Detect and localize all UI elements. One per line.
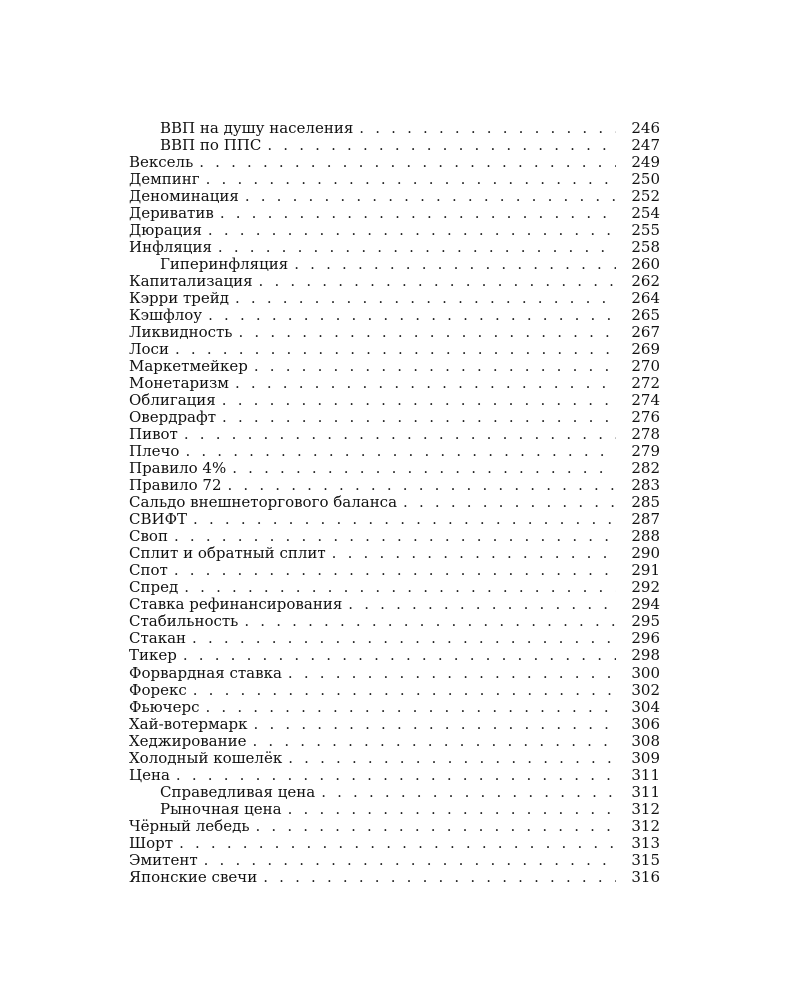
dot-leader <box>232 460 616 477</box>
toc-entry-title: Ставка рефинансирования <box>129 596 348 613</box>
toc-entry-title: Спред <box>129 579 184 596</box>
dot-leader <box>245 188 616 205</box>
dot-leader <box>267 137 616 154</box>
dot-leader <box>205 699 616 716</box>
toc-entry[interactable] <box>129 477 660 494</box>
toc-entry[interactable] <box>129 852 660 869</box>
dot-leader <box>184 579 616 596</box>
dot-leader <box>254 358 616 375</box>
toc-page-number: 264 <box>631 290 660 308</box>
dot-leader <box>256 818 617 835</box>
dot-leader <box>199 154 616 171</box>
toc-entry-title: Хай-вотермарк <box>129 716 254 733</box>
toc-page-number: 306 <box>631 715 660 733</box>
toc-page-number: 258 <box>631 239 660 257</box>
toc-page-number: 282 <box>631 460 660 478</box>
toc-entry[interactable] <box>129 392 660 409</box>
toc-entry[interactable] <box>129 750 660 767</box>
dot-leader <box>288 801 616 818</box>
toc-entry[interactable] <box>129 205 660 222</box>
toc-entry[interactable] <box>129 596 660 613</box>
toc-entry-title: Форвардная ставка <box>129 665 288 682</box>
toc-entry-title: Японские свечи <box>129 869 263 886</box>
toc-page-number: 292 <box>631 579 660 597</box>
toc-entry[interactable] <box>129 222 660 239</box>
toc-entry-title: Маркетмейкер <box>129 358 254 375</box>
dot-leader <box>321 784 616 801</box>
toc-page-number: 267 <box>631 324 660 342</box>
toc-page-number: 250 <box>631 171 660 189</box>
toc-page-number: 262 <box>631 273 660 291</box>
dot-leader <box>193 682 616 699</box>
toc-entry[interactable] <box>129 375 660 392</box>
toc-page-number: 272 <box>631 375 660 393</box>
dot-leader <box>227 477 616 494</box>
toc-entry-title: Своп <box>129 528 174 545</box>
dot-leader <box>222 392 616 409</box>
toc-entry[interactable] <box>129 494 660 511</box>
toc-entry[interactable] <box>129 273 660 290</box>
toc-page-number: 288 <box>631 528 660 546</box>
dot-leader <box>222 409 616 426</box>
toc-entry[interactable] <box>129 579 660 596</box>
dot-leader <box>263 869 616 886</box>
toc-entry[interactable] <box>129 324 660 341</box>
toc-entry-title: Капитализация <box>129 273 259 290</box>
toc-entry[interactable] <box>129 154 660 171</box>
toc-page-number: 304 <box>631 698 660 716</box>
dot-leader <box>176 767 616 784</box>
toc-entry-title: Дюрация <box>129 222 208 239</box>
toc-entry-title: Сальдо внешнеторгового баланса <box>129 494 403 511</box>
dot-leader <box>332 545 616 562</box>
toc-entry-title: Кэрри трейд <box>129 290 235 307</box>
toc-entry[interactable] <box>129 545 660 562</box>
toc-entry-title: Правило 4% <box>129 460 232 477</box>
toc-entry[interactable] <box>129 733 660 750</box>
dot-leader <box>208 222 616 239</box>
toc-page-number: 254 <box>631 205 660 223</box>
toc-page-number: 316 <box>631 868 660 886</box>
toc-entry-title: Лоси <box>129 341 175 358</box>
toc-entry-title: Эмитент <box>129 852 204 869</box>
dot-leader <box>235 375 616 392</box>
dot-leader <box>359 120 616 137</box>
toc-entry-title: Облигация <box>129 392 222 409</box>
toc-entry[interactable] <box>129 613 660 630</box>
dot-leader <box>174 528 616 545</box>
toc-entry[interactable] <box>129 307 660 324</box>
toc-entry-title: Монетаризм <box>129 375 235 392</box>
dot-leader <box>288 750 616 767</box>
toc-page-number: 247 <box>631 137 660 155</box>
dot-leader <box>252 733 616 750</box>
dot-leader <box>259 273 616 290</box>
toc-entry-title: Цена <box>129 767 176 784</box>
toc-entry-title: Овердрафт <box>129 409 222 426</box>
toc-page-number: 278 <box>631 426 660 444</box>
dot-leader <box>235 290 616 307</box>
toc-entry[interactable] <box>129 647 660 664</box>
dot-leader <box>183 647 616 664</box>
dot-leader <box>220 205 616 222</box>
toc-page-number: 279 <box>631 443 660 461</box>
toc-entry[interactable] <box>129 239 660 256</box>
toc-page-number: 290 <box>631 545 660 563</box>
dot-leader <box>204 852 616 869</box>
toc-page-number: 311 <box>631 766 660 784</box>
toc-entry-title: Фьючерс <box>129 699 205 716</box>
dot-leader <box>208 307 616 324</box>
toc-entry[interactable] <box>129 835 660 852</box>
toc-entry[interactable] <box>129 665 660 682</box>
toc-page-number: 312 <box>631 800 660 818</box>
toc-entry[interactable] <box>129 409 660 426</box>
toc-entry[interactable] <box>129 699 660 716</box>
toc-entry[interactable] <box>129 290 660 307</box>
toc-page-number: 269 <box>631 341 660 359</box>
toc-entry-title: Вексель <box>129 154 199 171</box>
dot-leader <box>403 494 616 511</box>
toc-entry-title: Стабильность <box>129 613 244 630</box>
toc-entry-title: Плечо <box>129 443 185 460</box>
toc-entry[interactable] <box>129 682 660 699</box>
dot-leader <box>348 596 616 613</box>
toc-entry-title: ВВП на душу населения <box>160 120 359 137</box>
dot-leader <box>192 630 616 647</box>
dot-leader <box>179 835 616 852</box>
toc-entry[interactable] <box>129 869 660 886</box>
toc-entry-title: Рыночная цена <box>160 801 288 818</box>
toc-entry[interactable] <box>129 528 660 545</box>
toc-entry[interactable] <box>129 188 660 205</box>
toc-entry[interactable] <box>129 630 660 647</box>
toc-entry-title: Демпинг <box>129 171 206 188</box>
toc-entry-title: ВВП по ППС <box>160 137 267 154</box>
dot-leader <box>185 443 616 460</box>
toc-subentry[interactable] <box>129 784 660 801</box>
toc-subentry[interactable] <box>129 120 660 137</box>
toc-entry[interactable] <box>129 562 660 579</box>
toc-entry-title: Тикер <box>129 647 183 664</box>
toc-entry[interactable] <box>129 171 660 188</box>
toc-entry[interactable] <box>129 716 660 733</box>
toc-entry-title: Правило 72 <box>129 477 227 494</box>
toc-page-number: 291 <box>631 562 660 580</box>
toc-page-number: 309 <box>631 749 660 767</box>
toc-entry[interactable] <box>129 341 660 358</box>
toc-entry-title: Инфляция <box>129 239 218 256</box>
toc-entry-title: Пивот <box>129 426 184 443</box>
toc-page-number: 255 <box>631 222 660 240</box>
dot-leader <box>206 171 616 188</box>
toc-page-number: 265 <box>631 307 660 325</box>
toc-entry[interactable] <box>129 426 660 443</box>
toc-entry-title: Чёрный лебедь <box>129 818 256 835</box>
dot-leader <box>175 341 616 358</box>
toc-page-number: 298 <box>631 647 660 665</box>
toc-entry[interactable] <box>129 358 660 375</box>
toc-entry-title: Дериватив <box>129 205 220 222</box>
toc-page-number: 313 <box>631 834 660 852</box>
toc-entry-title: Гиперинфляция <box>160 256 294 273</box>
dot-leader <box>254 716 616 733</box>
toc-page-number: 294 <box>631 596 660 614</box>
dot-leader <box>218 239 616 256</box>
dot-leader <box>294 256 616 273</box>
toc-entry[interactable] <box>129 460 660 477</box>
toc-page-number: 274 <box>631 392 660 410</box>
toc-entry-title: Хеджирование <box>129 733 252 750</box>
toc-page-number: 249 <box>631 154 660 172</box>
dot-leader <box>288 665 616 682</box>
toc-page-number: 296 <box>631 630 660 648</box>
toc-entry-title: Кэшфлоу <box>129 307 208 324</box>
toc-page-number: 283 <box>631 477 660 495</box>
toc-page-number: 312 <box>631 817 660 835</box>
toc-page-number: 276 <box>631 409 660 427</box>
dot-leader <box>244 613 616 630</box>
toc-entry[interactable] <box>129 511 660 528</box>
toc-entry-title: Справедливая цена <box>160 784 321 801</box>
toc-page-number: 308 <box>631 732 660 750</box>
toc-page-number: 287 <box>631 511 660 529</box>
toc-entry-title: СВИФТ <box>129 511 193 528</box>
toc-entry[interactable] <box>129 767 660 784</box>
toc-page-number: 270 <box>631 358 660 376</box>
toc-page-number: 295 <box>631 613 660 631</box>
toc-entry-title: Деноминация <box>129 188 245 205</box>
toc-page-number: 311 <box>631 783 660 801</box>
toc-entry-title: Спот <box>129 562 174 579</box>
toc-entry-title: Стакан <box>129 630 192 647</box>
toc-entry-title: Форекс <box>129 682 193 699</box>
toc-page-number: 302 <box>631 681 660 699</box>
toc-page-number: 252 <box>631 188 660 206</box>
toc-page-number: 246 <box>631 120 660 137</box>
dot-leader <box>193 511 616 528</box>
table-of-contents <box>129 120 660 886</box>
toc-page-number: 315 <box>631 851 660 869</box>
toc-entry-title: Шорт <box>129 835 179 852</box>
toc-page-number: 260 <box>631 256 660 274</box>
dot-leader <box>184 426 616 443</box>
toc-page-number: 285 <box>631 494 660 512</box>
toc-entry[interactable] <box>129 443 660 460</box>
toc-entry-title: Сплит и обратный сплит <box>129 545 332 562</box>
toc-subentry[interactable] <box>129 256 660 273</box>
dot-leader <box>238 324 616 341</box>
toc-subentry[interactable] <box>129 801 660 818</box>
toc-entry-title: Ликвидность <box>129 324 238 341</box>
toc-page-number: 300 <box>631 664 660 682</box>
toc-entry-title: Холодный кошелёк <box>129 750 288 767</box>
toc-entry[interactable] <box>129 818 660 835</box>
dot-leader <box>174 562 616 579</box>
toc-subentry[interactable] <box>129 137 660 154</box>
